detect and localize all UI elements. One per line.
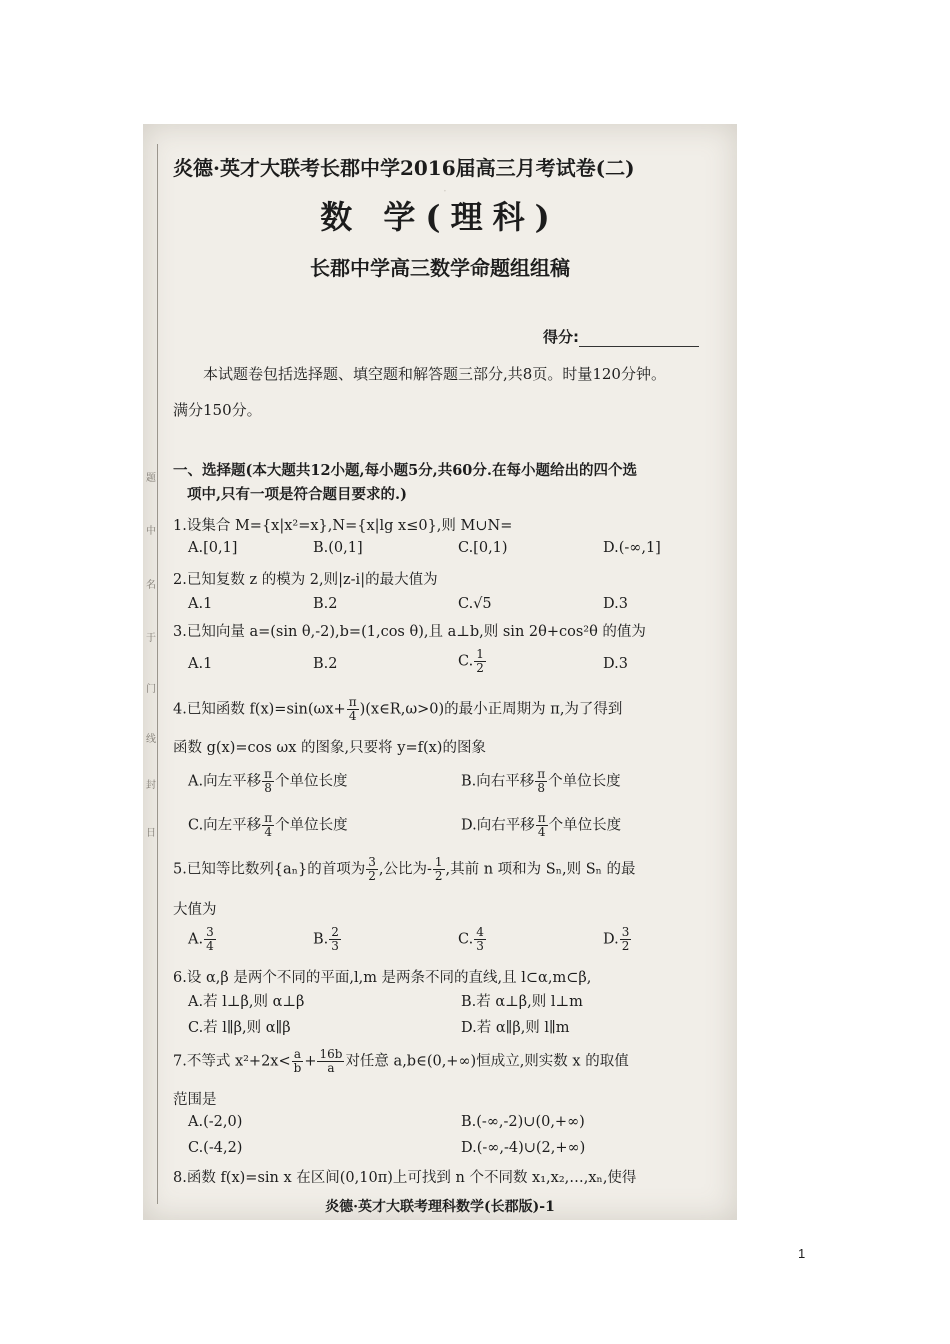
question-4-line-2: 函数 g(x)=cos ωx 的图象,只要将 y=f(x)的图象 [173, 740, 486, 756]
fraction: $\frac{\pi}{4}$ [348, 695, 357, 723]
option: B.2 [313, 656, 338, 672]
margin-mark: 中 [146, 526, 156, 537]
option: D. $\frac{3}{2}$ [603, 925, 630, 953]
fraction: $\frac{4}{3}$ [476, 925, 484, 953]
exam-title: 数 学(理科) [320, 198, 560, 236]
option: B.向右平移 $\frac{\pi}{8}$ 个单位长度 [461, 767, 621, 795]
scanned-page [143, 124, 737, 1220]
option: B.2 [313, 596, 338, 612]
option: A.向左平移 $\frac{\pi}{8}$ 个单位长度 [188, 767, 348, 795]
question-2: 2.已知复数 z 的模为 2,则|z-i|的最大值为 [173, 572, 438, 588]
option: D.3 [603, 656, 628, 672]
fraction: $\frac{3}{2}$ [621, 925, 630, 953]
option: C. $\frac{4}{3}$ [458, 925, 484, 953]
margin-mark: 题 [146, 473, 156, 484]
option: A.1 [188, 656, 213, 672]
option: D.若 α∥β,则 l∥m [461, 1020, 570, 1036]
fraction: $\frac{\pi}{8}$ [537, 767, 546, 795]
margin-mark: 封 [146, 780, 156, 791]
question-7: 7.不等式 x²+2x< $\frac{a}{b}$ + $\frac{16b}{a}$ 对任意 a,b∈(0,+∞)恒成立,则实数 x 的取值 [173, 1047, 629, 1075]
section-line: 项中,只有一项是符合题目要求的.) [187, 486, 407, 503]
question-6: 6.设 α,β 是两个不同的平面,l,m 是两条不同的直线,且 l⊂α,m⊂β, [173, 970, 592, 986]
margin-mark: 门 [146, 684, 156, 695]
intro-line: 满分150分。 [173, 401, 262, 419]
option: C.向左平移 $\frac{\pi}{4}$ 个单位长度 [188, 811, 348, 839]
intro [173, 356, 723, 428]
option: C.若 l∥β,则 α∥β [188, 1020, 291, 1036]
binding-line [157, 144, 158, 1204]
margin-mark: 于 [146, 633, 156, 644]
fraction: $\frac{a}{b}$ [293, 1047, 302, 1075]
option: A.[0,1] [188, 540, 238, 556]
section-line: 一、选择题(本大题共12小题,每小题5分,共60分.在每小题给出的四个选 [173, 462, 637, 479]
margin-mark: 线 [146, 734, 156, 745]
margin-mark: 名 [146, 580, 156, 591]
fraction: $\frac{\pi}{8}$ [264, 767, 272, 795]
option: D.(-∞,1] [603, 540, 661, 556]
option: B.若 α⊥β,则 l⊥m [461, 994, 583, 1010]
fraction: $\frac{16b}{a}$ [319, 1047, 343, 1075]
option: A.(-2,0) [188, 1114, 243, 1130]
score-label: 得分: [543, 328, 579, 346]
option: C.[0,1) [458, 540, 508, 556]
exam-subtitle: 长郡中学高三数学命题组组稿 [310, 256, 570, 280]
option: D.向右平移 $\frac{\pi}{4}$ 个单位长度 [461, 811, 622, 839]
score-blank [579, 332, 699, 347]
question-3: 3.已知向量 a=(sin θ,-2),b=(1,cos θ),且 a⊥b,则 sin 2θ+cos²θ 的值为 [173, 624, 646, 640]
page-footer: 炎德·英才大联考理科数学(长郡版)-1 [325, 1199, 555, 1215]
fraction: $\frac{1}{2}$ [434, 855, 443, 883]
page-number: 1 [798, 1246, 806, 1261]
question-8: 8.函数 f(x)=sin x 在区间(0,10π)上可找到 n 个不同数 x₁,x₂,…,xₙ,使得 [173, 1170, 637, 1186]
option: D.(-∞,-4)∪(2,+∞) [461, 1140, 586, 1156]
option: C.(-4,2) [188, 1140, 243, 1156]
question-5: 5.已知等比数列{aₙ}的首项为 $\frac{3}{2}$ ,公比为- $\frac{1}{2}$ ,其前 n 项和为 Sₙ,则 Sₙ 的最 [173, 855, 636, 883]
question-5-line-2: 大值为 [173, 902, 217, 918]
option: B.(-∞,-2)∪(0,+∞) [461, 1114, 585, 1130]
option: B. $\frac{2}{3}$ [313, 925, 339, 953]
option [458, 648, 487, 675]
exam-header: 炎德·英才大联考长郡中学2016届高三月考试卷(二) [173, 156, 635, 180]
fraction: $\frac{3}{4}$ [206, 925, 214, 953]
bleed-through-text: · [443, 184, 447, 198]
option: A. $\frac{3}{4}$ [188, 925, 214, 953]
fraction: $\frac{1}{2}$ [476, 647, 484, 675]
section-heading [173, 459, 728, 507]
fraction: $\frac{3}{2}$ [368, 855, 376, 883]
question-1: 1.设集合 M={x|x²=x},N={x|lg x≤0},则 M∪N= [173, 518, 513, 534]
option: A.1 [188, 596, 213, 612]
fraction: $\frac{\pi}{4}$ [264, 811, 273, 839]
margin-mark: 日 [146, 828, 156, 839]
option: D.3 [603, 596, 628, 612]
fraction: $\frac{\pi}{4}$ [537, 811, 546, 839]
question-4: 4.已知函数 f(x)=sin(ωx+ $\frac{\pi}{4}$ )(x∈R,ω>0)的最小正周期为 π,为了得到 [173, 695, 623, 723]
intro-line: 本试题卷包括选择题、填空题和解答题三部分,共8页。时量120分钟。 [203, 365, 666, 383]
option: A.若 l⊥β,则 α⊥β [188, 994, 305, 1010]
fraction: $\frac{2}{3}$ [331, 925, 339, 953]
question-7-line-2: 范围是 [173, 1092, 217, 1108]
option: C.√5 [458, 596, 492, 612]
option-label: C. [458, 653, 474, 670]
score-field [543, 326, 699, 347]
option: B.(0,1] [313, 540, 363, 556]
